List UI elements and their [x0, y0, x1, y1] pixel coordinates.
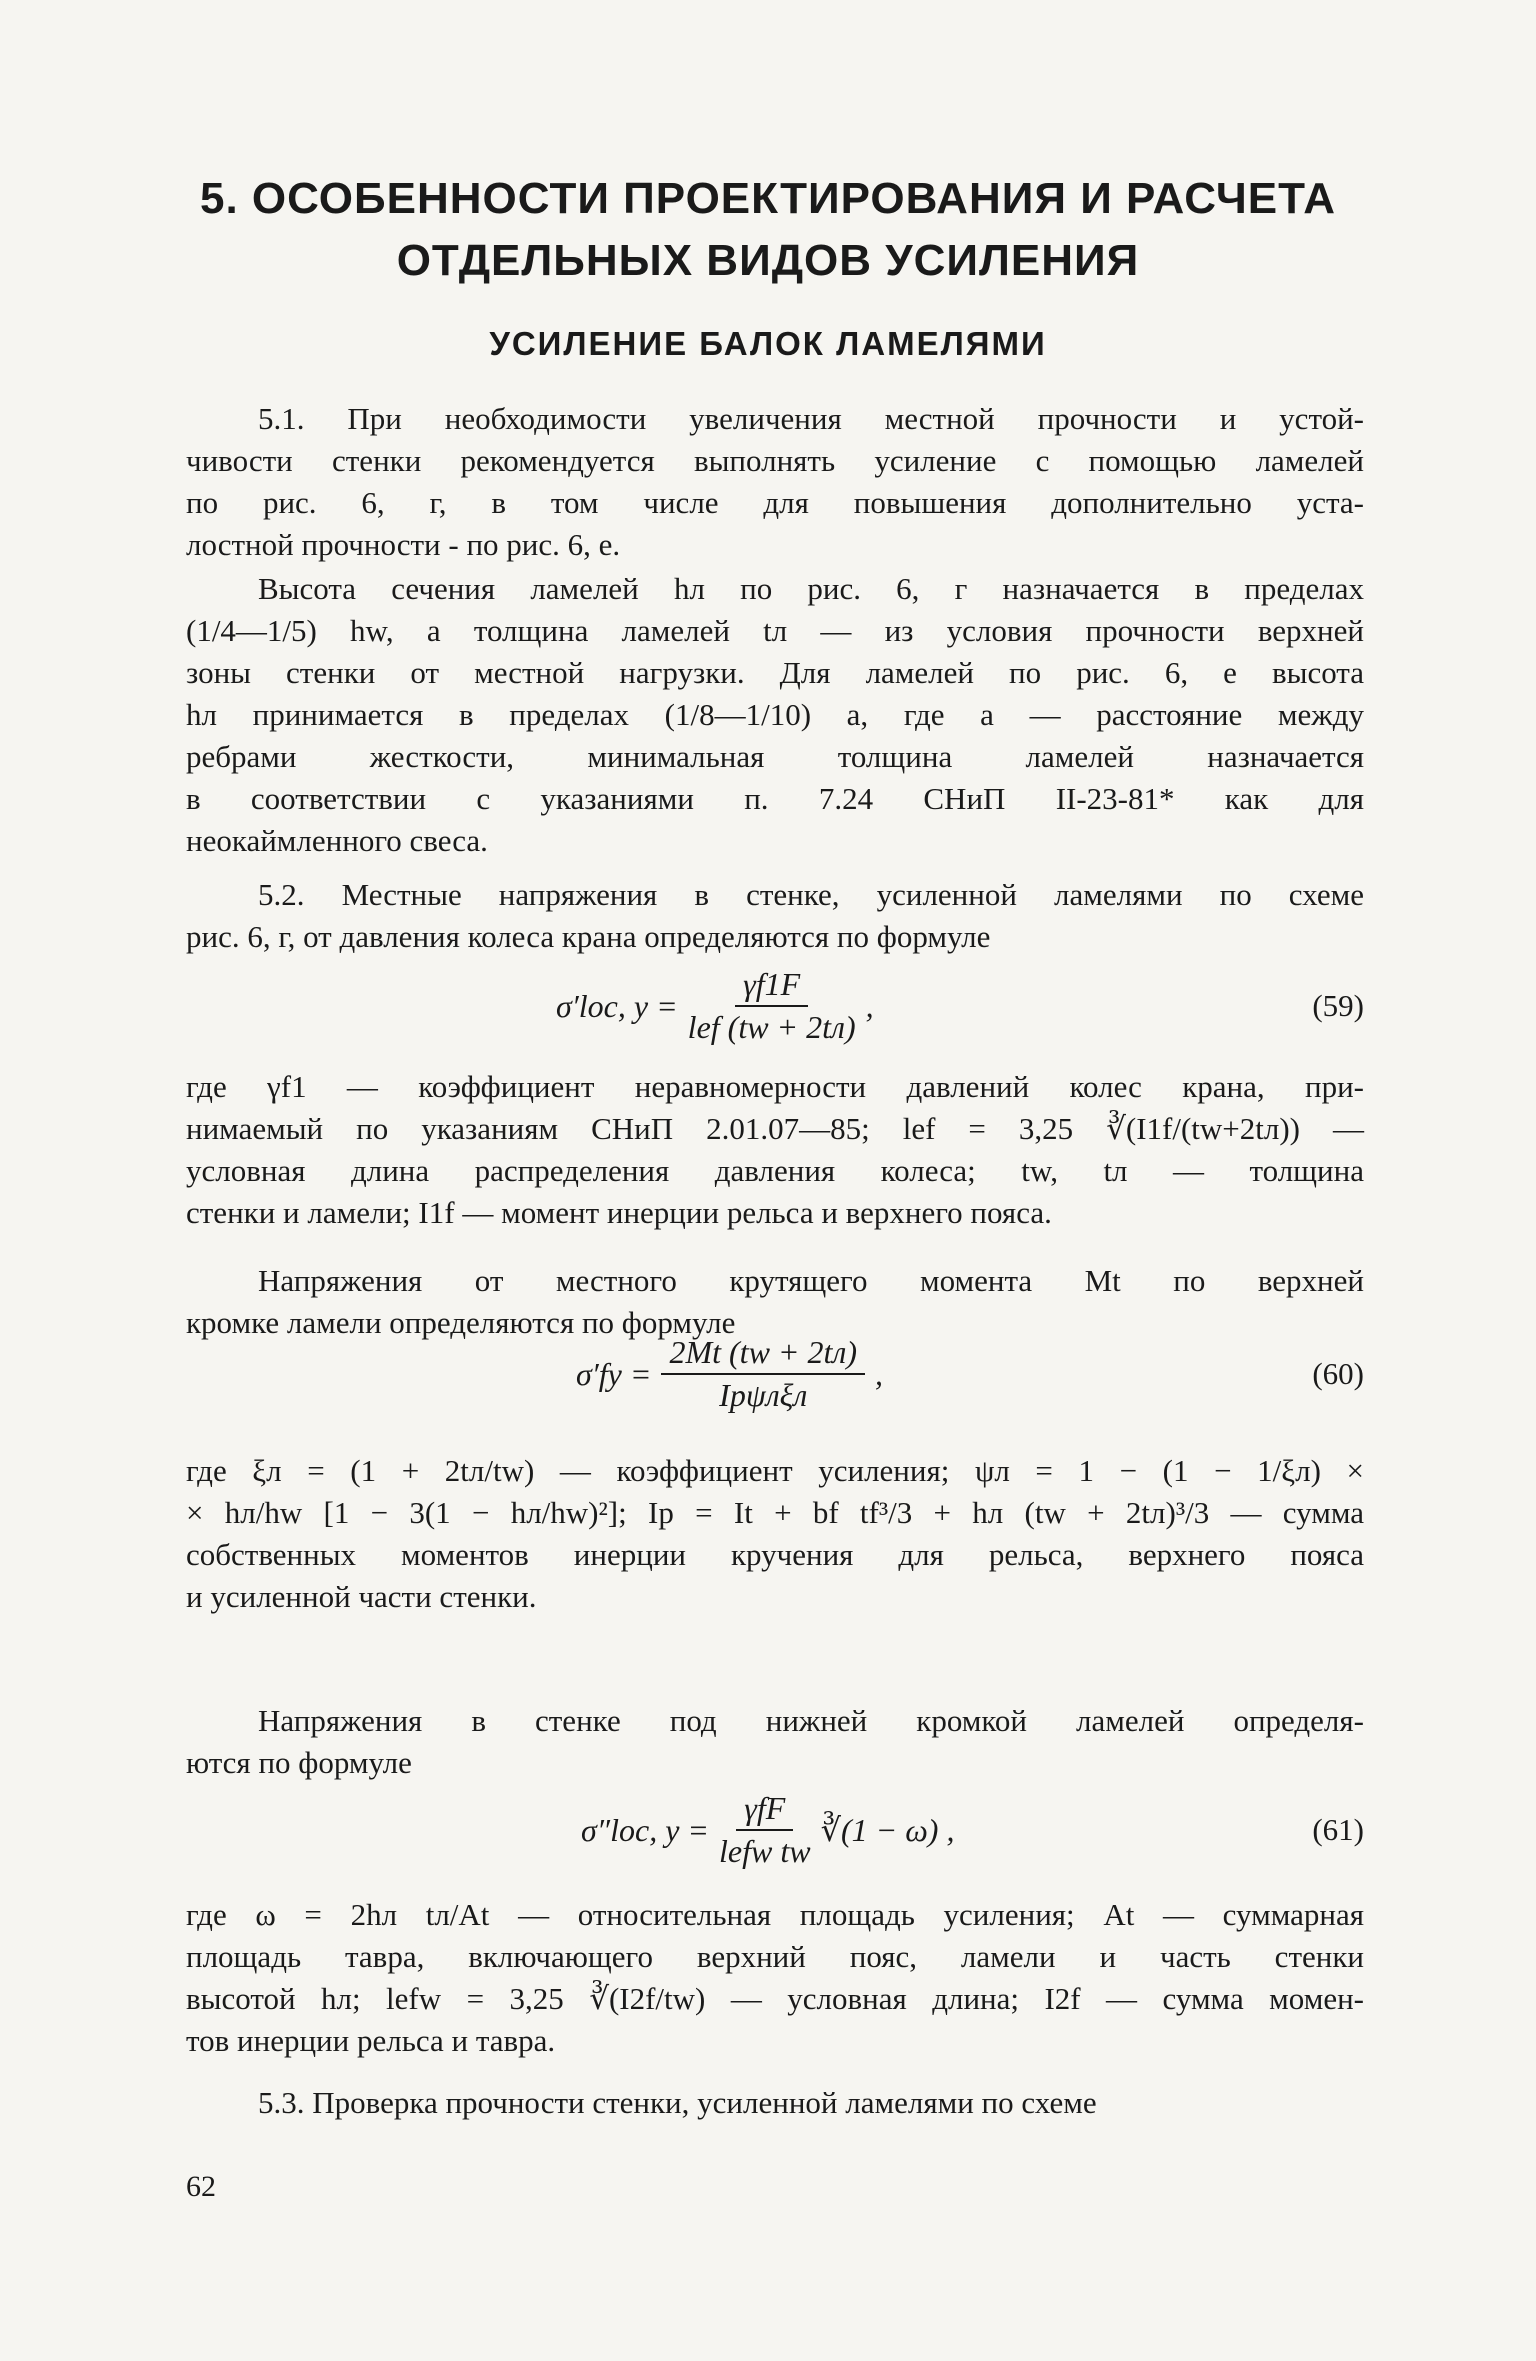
formula-60	[186, 1334, 1364, 1424]
paragraph-lamel-height	[186, 568, 1364, 862]
section-heading-line-1: 5. ОСОБЕННОСТИ ПРОЕКТИРОВАНИЯ И РАСЧЕТА	[199, 174, 1337, 223]
text-line: рис. 6, г, от давления колеса крана определяются по формуле	[186, 919, 991, 954]
text-line: (1/4—1/5) hw, а толщина ламелей tл — из условия прочности верхней	[186, 613, 1364, 648]
text-line: стенки и ламели; I1f — момент инерции рельса и верхнего пояса.	[186, 1195, 1052, 1230]
text-line: × hл/hw [1 − 3(1 − hл/hw)²]; Ip = It + bf tf³/3 + hл (tw + 2tл)³/3 — сумма	[186, 1495, 1364, 1530]
equation-number-59: (59)	[1312, 988, 1364, 1023]
paragraph-torque	[186, 1260, 1364, 1344]
subsection-heading: УСИЛЕНИЕ БАЛОК ЛАМЕЛЯМИ	[489, 325, 1047, 362]
text-line: чивости стенки рекомендуется выполнять усиление с помощью ламелей	[186, 443, 1364, 478]
paragraph-5-2	[186, 874, 1364, 958]
text-line: условная длина распределения давления колеса; tw, tл — толщина	[186, 1153, 1364, 1188]
formula-61-numerator: γfF	[736, 1790, 793, 1831]
text-line: Напряжения от местного крутящего момента Mt по верхней	[258, 1263, 1364, 1298]
formula-60-expression	[576, 1334, 883, 1414]
formula-60-fraction	[661, 1334, 865, 1414]
formula-59-tail: ,	[865, 987, 874, 1024]
formula-59-expression	[556, 966, 874, 1046]
formula-61-tail: ∛(1 − ω) ,	[820, 1812, 955, 1848]
formula-59	[186, 966, 1364, 1056]
paragraph-lower-edge	[186, 1700, 1364, 1784]
text-line: и усиленной части стенки.	[186, 1579, 537, 1614]
text-line: 5.2. Местные напряжения в стенке, усиленной ламелями по схеме	[258, 877, 1364, 912]
equation-number-61: (61)	[1312, 1812, 1364, 1847]
formula-60-denominator: Ipψлξл	[719, 1377, 808, 1413]
text-line: ребрами жесткости, минимальная толщина ламелей назначается	[186, 739, 1364, 774]
text-line: по рис. 6, г, в том числе для повышения дополнительно уста-	[186, 485, 1364, 520]
text-line: в соответствии с указаниями п. 7.24 СНиП II-23-81* как для	[186, 781, 1364, 816]
paragraph-5-3	[186, 2082, 1364, 2124]
text-line: собственных моментов инерции кручения для рельса, верхнего пояса	[186, 1537, 1364, 1572]
text-line: hл принимается в пределах (1/8—1/10) a, где a — расстояние между	[186, 697, 1364, 732]
text-line: Напряжения в стенке под нижней кромкой ламелей определя-	[258, 1703, 1364, 1738]
text-line: тов инерции рельса и тавра.	[186, 2023, 556, 2058]
text-line: Высота сечения ламелей hл по рис. 6, г назначается в пределах	[258, 571, 1364, 606]
formula-59-fraction	[688, 966, 856, 1046]
paragraph-59-legend	[186, 1066, 1364, 1234]
paragraph-61-legend	[186, 1894, 1364, 2062]
text-line: где ξл = (1 + 2tл/tw) — коэффициент усиления; ψл = 1 − (1 − 1/ξл) ×	[186, 1453, 1364, 1488]
formula-59-denominator: lef (tw + 2tл)	[687, 1009, 856, 1045]
text-line: площадь тавра, включающего верхний пояс, ламели и часть стенки	[186, 1939, 1364, 1974]
text-line: где ω = 2hл tл/At — относительная площадь усиления; At — суммарная	[186, 1897, 1364, 1932]
formula-61-fraction	[719, 1790, 811, 1870]
page-number: 62	[186, 2170, 216, 2203]
text-line: высотой hл; lefw = 3,25 ∛(I2f/tw) — условная длина; I2f — сумма момен-	[186, 1981, 1364, 2016]
text-line: где γf1 — коэффициент неравномерности давлений колес крана, при-	[186, 1069, 1364, 1104]
text-line: 5.1. При необходимости увеличения местной прочности и устой-	[258, 401, 1364, 436]
text-line: лостной прочности - по рис. 6, е.	[186, 527, 621, 562]
formula-61-lhs: σ″loc, y =	[581, 1811, 709, 1848]
formula-61	[186, 1790, 1364, 1880]
text-line: 5.3. Проверка прочности стенки, усиленной ламелями по схеме	[258, 2085, 1097, 2120]
paragraph-5-1	[186, 398, 1364, 566]
text-line: нимаемый по указаниям СНиП 2.01.07—85; lef = 3,25 ∛(I1f/(tw+2tл)) —	[186, 1111, 1364, 1146]
text-line: кромке ламели определяются по формуле	[186, 1305, 736, 1340]
formula-59-lhs: σ′loc, y =	[556, 987, 678, 1024]
formula-61-expression	[581, 1790, 954, 1870]
formula-60-numerator: 2Mt (tw + 2tл)	[661, 1334, 865, 1375]
text-line: неокаймленного свеса.	[186, 823, 488, 858]
equation-number-60: (60)	[1312, 1356, 1364, 1391]
section-heading-line-2: ОТДЕЛЬНЫХ ВИДОВ УСИЛЕНИЯ	[396, 236, 1140, 285]
formula-60-lhs: σ′fy =	[576, 1355, 652, 1392]
text-line: ются по формуле	[186, 1745, 412, 1780]
formula-61-denominator: lefw tw	[719, 1833, 811, 1869]
paragraph-60-legend	[186, 1450, 1364, 1618]
text-line: зоны стенки от местной нагрузки. Для ламелей по рис. 6, е высота	[186, 655, 1364, 690]
formula-59-numerator: γf1F	[735, 966, 808, 1007]
section-heading	[120, 168, 1416, 292]
formula-60-tail: ,	[875, 1355, 883, 1392]
